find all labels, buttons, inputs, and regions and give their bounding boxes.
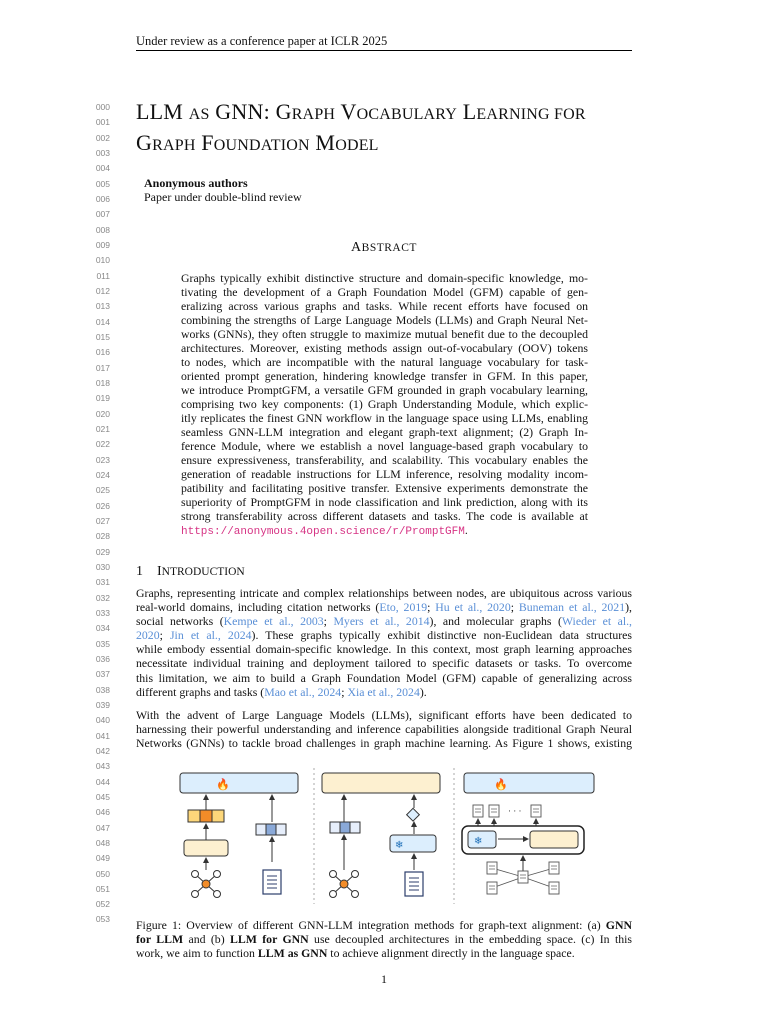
line-number: 039	[95, 699, 110, 710]
line-number: 029	[95, 546, 110, 557]
citation-link[interactable]: Eto, 2019	[379, 600, 428, 615]
line-number: 015	[95, 331, 110, 342]
document-icon	[549, 862, 559, 874]
paragraph-line: Networks (GNNs) to tackle broad challenges in graph machine learning. As Figure 1 shows, existing	[136, 736, 632, 751]
intro-paragraph-1	[136, 586, 632, 699]
line-number: 026	[95, 500, 110, 511]
citation-link[interactable]: Myers et al., 2014	[333, 614, 430, 629]
graph-icon	[330, 871, 359, 898]
title-text: ODEL	[335, 137, 379, 154]
abstract-line: works (GNNs), they often struggle to maximize mutual benefit due to the decoupled	[181, 327, 588, 341]
line-number: 007	[95, 209, 110, 220]
bold-text: LLM as GNN	[257, 946, 328, 960]
text: use decoupled architectures in the embedding space. (c) In this	[308, 932, 632, 946]
section-heading	[136, 564, 245, 580]
paragraph-line	[136, 628, 632, 642]
title-text: OUNDATION	[213, 137, 310, 154]
line-number: 014	[95, 316, 110, 327]
line-number: 053	[95, 914, 110, 925]
gnn-box	[322, 773, 440, 793]
caption-line	[136, 932, 632, 946]
separator: ;	[323, 614, 334, 629]
figure-1	[136, 762, 632, 910]
paper-title	[136, 98, 586, 160]
abstract-line: superiority of PromptGFM in node classification and link prediction, along with its	[181, 495, 588, 509]
ellipsis: · · ·	[508, 806, 522, 816]
title-text: AS	[188, 106, 210, 123]
document-icon	[518, 871, 528, 883]
line-number: 003	[95, 147, 110, 158]
paragraph-line	[136, 600, 632, 614]
title-text: RAPH	[152, 137, 196, 154]
llm-box	[464, 773, 594, 793]
document-icon	[405, 872, 423, 896]
line-number: 052	[95, 899, 110, 910]
document-icon	[531, 805, 541, 817]
text: Figure 1: Overview of different GNN-LLM integration methods for graph-text alignment: (a)	[136, 918, 606, 932]
title-text: M	[309, 130, 336, 155]
caption-line	[136, 918, 632, 932]
line-number: 023	[95, 454, 110, 465]
paragraph-line: necessitate individual training and deployment tailored to specific datasets or tasks. To overcome	[136, 656, 632, 671]
abstract-line: itly replicates the finest GNN workflow in the language space using LLMs, enabling	[181, 411, 588, 425]
citation-link[interactable]: Jin et al., 2024	[169, 628, 252, 643]
line-number: 046	[95, 807, 110, 818]
document-icon	[473, 805, 483, 817]
line-number: 020	[95, 408, 110, 419]
line-number: 051	[95, 883, 110, 894]
title-text: OCABULARY	[356, 106, 458, 123]
title-text: GNN: G	[209, 99, 292, 124]
line-number: 034	[95, 623, 110, 634]
line-number: 028	[95, 531, 110, 542]
separator: ;	[510, 600, 519, 615]
figure-caption	[136, 918, 632, 960]
citation-link[interactable]: Buneman et al., 2021	[518, 600, 626, 615]
text: and (b)	[183, 932, 230, 946]
abstract-line: tivating the development of a Graph Foundation Model (GFM) capable of gen-	[181, 285, 588, 299]
line-number: 049	[95, 853, 110, 864]
paragraph-line: harnessing their powerful understanding and inference capabilities alongside traditional Graph Neural	[136, 722, 632, 737]
text: ). These graphs typically exhibit distinctive non-Euclidean data structures	[251, 628, 632, 643]
line-number: 038	[95, 684, 110, 695]
line-number: 024	[95, 469, 110, 480]
text: to achieve alignment directly in the language space.	[327, 946, 575, 960]
separator: ;	[427, 600, 436, 615]
paragraph-line: Graphs, representing intricate and complex relationships between nodes, are ubiquitous across various	[136, 586, 632, 600]
line-number: 041	[95, 730, 110, 741]
line-number: 044	[95, 776, 110, 787]
citation-link[interactable]: Mao et al., 2024	[264, 684, 342, 699]
line-number: 006	[95, 193, 110, 204]
line-number: 021	[95, 423, 110, 434]
paragraph-line: With the advent of Large Language Models (LLMs), significant efforts have been dedicated to	[136, 708, 632, 722]
citation-link[interactable]: Hu et al., 2020	[435, 600, 511, 615]
abstract-line: Graphs typically exhibit distinctive structure and domain-specific knowledge, mo-	[181, 271, 588, 285]
line-number: 022	[95, 439, 110, 450]
line-number: 017	[95, 362, 110, 373]
document-icon	[263, 870, 281, 894]
abstract-line: architectures. Moreover, existing methods assign out-of-vocabulary (OOV) tokens	[181, 341, 588, 355]
affiliation: Paper under double-blind review	[144, 190, 302, 204]
line-number: 045	[95, 791, 110, 802]
bold-text: GNN	[605, 918, 632, 932]
paragraph-line: this limitation, we aim to build a Graph Foundation Model (GFM) capable of generalizing across	[136, 670, 632, 685]
line-number: 010	[95, 255, 110, 266]
fire-icon: 🔥	[494, 778, 508, 791]
line-number: 048	[95, 837, 110, 848]
line-number: 025	[95, 485, 110, 496]
abstract-line: to nodes, which are incompatible with the natural language vocabulary for task-	[181, 355, 588, 369]
line-number: 002	[95, 132, 110, 143]
title-text: V	[335, 99, 357, 124]
intro-paragraph-2	[136, 708, 632, 750]
abstract-line: combining the strengths of Large Language Models (LLMs) and Graph Neural Net-	[181, 313, 588, 327]
title-text: F	[195, 130, 214, 155]
text: ).	[419, 684, 427, 699]
heading-rest: NTRODUCTION	[161, 566, 245, 578]
abstract-line: we introduce PromptGFM, a versatile GFM grounded in graph vocabulary learning,	[181, 383, 588, 397]
abstract-line: generation of readable instructions for LLM inference, resolving modality incom-	[181, 467, 588, 481]
line-number: 013	[95, 301, 110, 312]
llm-box	[180, 773, 298, 793]
line-number: 030	[95, 561, 110, 572]
tag-icon	[407, 808, 420, 821]
paragraph-line: while embody essential domain-specific knowledge. In this context, most graph learning approaches	[136, 642, 632, 657]
snowflake-icon: ❄	[474, 836, 483, 847]
citation-link[interactable]: Xia et al., 2024	[347, 684, 420, 699]
text: social networks (	[136, 614, 224, 629]
panel-llm-for-gnn	[322, 773, 440, 898]
document-icon	[549, 882, 559, 894]
citation-link[interactable]: Kempe et al., 2003	[223, 614, 324, 629]
heading-rest: BSTRACT	[361, 242, 417, 254]
line-number: 008	[95, 224, 110, 235]
line-number: 027	[95, 515, 110, 526]
code-link[interactable]: https://anonymous.4open.science/r/PromptGFM	[181, 526, 465, 538]
document-icon	[487, 862, 497, 874]
line-number: 043	[95, 761, 110, 772]
gnn-box	[184, 840, 228, 856]
abstract-line: seamless GNN-LLM integration and elegant graph-text alignment; (2) Graph In-	[181, 425, 588, 439]
title-line-2	[136, 129, 586, 160]
line-number: 036	[95, 653, 110, 664]
abstract-text: .	[464, 523, 468, 537]
text: real-world domains, including citation networks (	[136, 600, 380, 615]
page-number: 1	[381, 972, 387, 986]
abstract-line: ensure expressiveness, transferability, and scalability. This vocabulary enables the	[181, 453, 588, 467]
abstract-line: oriented prompt generation, hindering knowledge transfer in GFM. In this paper,	[181, 369, 588, 383]
line-number: 009	[95, 239, 110, 250]
line-number: 000	[95, 102, 110, 112]
line-number: 040	[95, 715, 110, 726]
document-icon	[487, 882, 497, 894]
snowflake-icon: ❄	[395, 840, 404, 851]
abstract-line: comprising two key components: (1) Graph Understanding Module, which explic-	[181, 397, 588, 411]
line-number: 018	[95, 377, 110, 388]
authors: Anonymous authors	[144, 176, 248, 190]
bold-text: for LLM	[136, 932, 184, 946]
paragraph-line	[136, 614, 632, 628]
fire-icon: 🔥	[216, 778, 230, 791]
title-text: LLM	[136, 99, 189, 124]
header-rule	[136, 50, 632, 51]
abstract-line: patibility and facilitating positive transfer. Extensive experiments demonstrate the	[181, 481, 588, 495]
heading-initial: I	[157, 564, 162, 579]
line-number: 033	[95, 607, 110, 618]
panel-gnn-for-llm	[180, 773, 298, 898]
abstract-line: strong transferability across different datasets and tasks. The code is available at	[181, 509, 588, 523]
abstract-body	[181, 271, 588, 537]
line-number: 012	[95, 285, 110, 296]
document-icon	[489, 805, 499, 817]
line-number: 019	[95, 393, 110, 404]
citation-link[interactable]: Wieder et al.,	[561, 614, 633, 629]
text: different graphs and tasks (	[136, 684, 265, 699]
line-number: 016	[95, 347, 110, 358]
abstract-line	[181, 523, 588, 537]
title-text: L	[457, 99, 477, 124]
heading-initial: A	[351, 240, 362, 255]
line-number: 001	[95, 117, 110, 128]
abstract-heading	[0, 240, 768, 256]
title-text: G	[136, 130, 153, 155]
running-head: Under review as a conference paper at ICLR 2025	[136, 34, 388, 48]
text: ), and molecular graphs (	[429, 614, 562, 629]
text: ),	[625, 600, 632, 615]
line-number: 032	[95, 592, 110, 603]
line-number: 037	[95, 669, 110, 680]
line-number: 035	[95, 638, 110, 649]
section-number: 1	[136, 564, 143, 579]
line-number: 031	[95, 577, 110, 588]
line-number: 011	[96, 270, 110, 281]
line-number: 042	[95, 745, 110, 756]
bold-text: LLM for GNN	[230, 932, 309, 946]
title-line-1	[136, 98, 586, 129]
title-text: EARNING FOR	[476, 106, 586, 123]
caption-line	[136, 946, 632, 960]
abstract-line: eralizing across various graphs and tasks. While recent efforts have focused on	[181, 299, 588, 313]
citation-link[interactable]: 2020	[136, 628, 160, 643]
separator: ;	[341, 684, 348, 699]
abstract-line: ference Module, where we establish a novel language-based graph vocabulary to	[181, 439, 588, 453]
graph-icon	[192, 871, 221, 898]
line-number: 004	[95, 163, 110, 174]
title-text: RAPH	[291, 106, 336, 123]
line-number: 047	[95, 822, 110, 833]
separator: ;	[159, 628, 170, 643]
line-number: 005	[95, 178, 110, 189]
paragraph-line	[136, 685, 632, 699]
line-number: 050	[95, 868, 110, 879]
text: work, we aim to function	[136, 946, 258, 960]
panel-llm-as-gnn	[462, 773, 594, 894]
